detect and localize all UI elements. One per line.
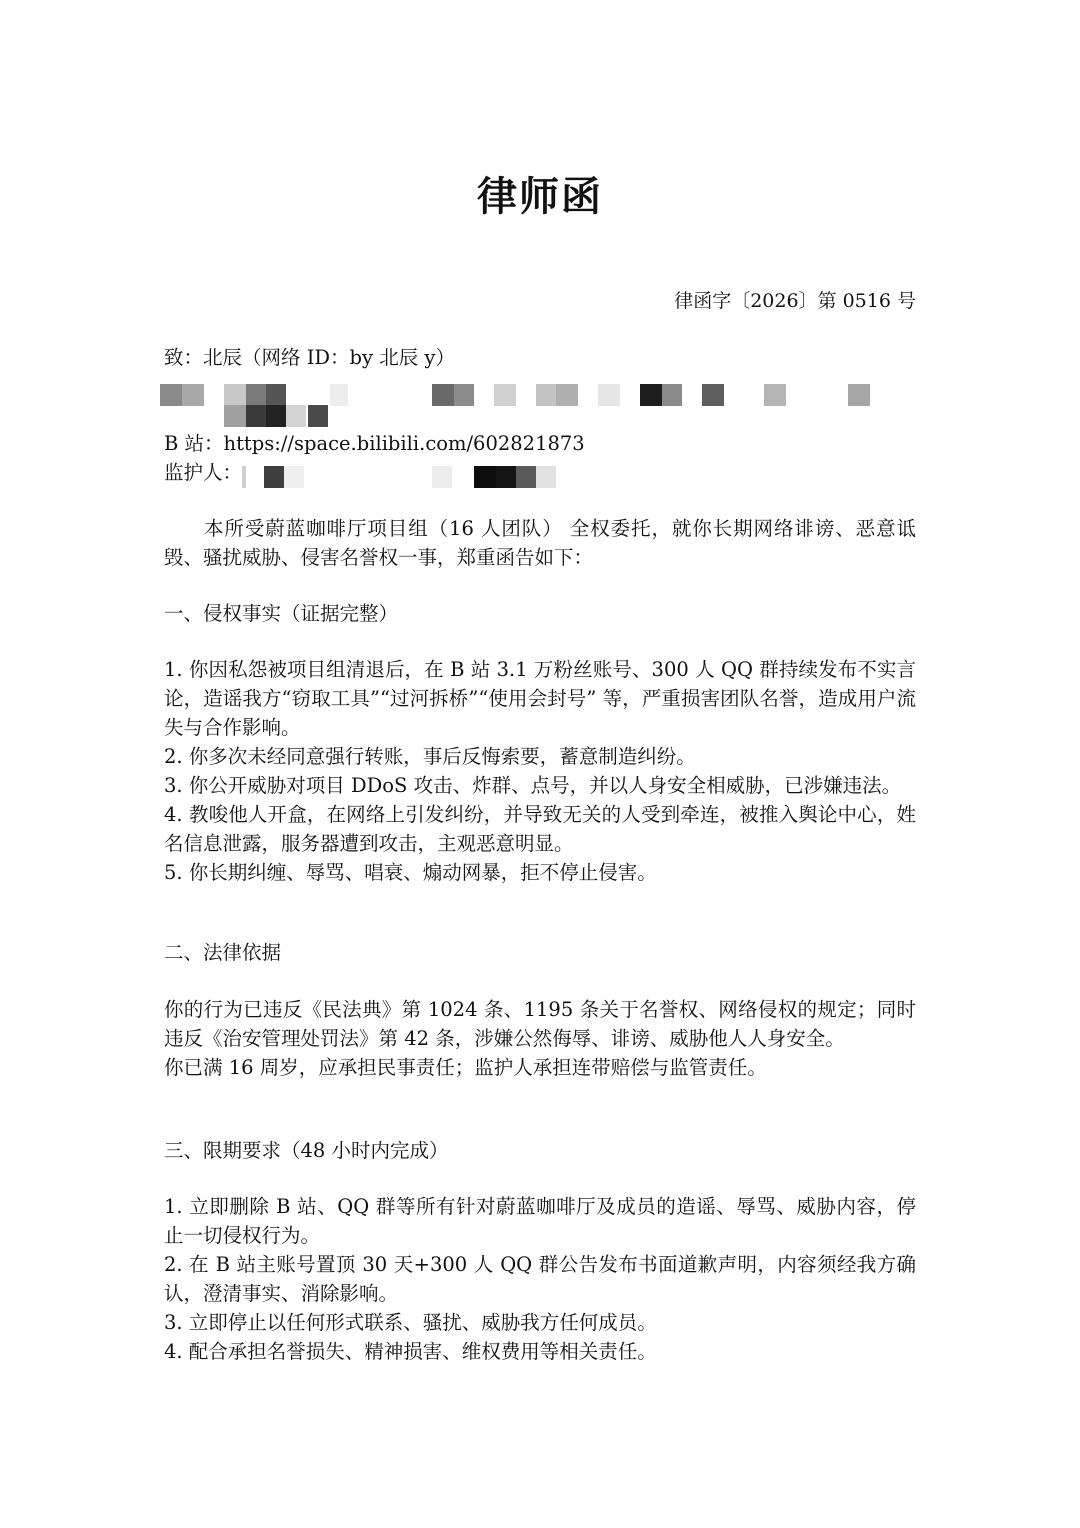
redaction-mosaic (246, 384, 266, 406)
section-2-heading (164, 938, 916, 967)
intro-paragraph (164, 514, 916, 572)
redaction-mosaic (266, 405, 286, 427)
list-item: 3. 立即停止以任何形式联系、骚扰、威胁我方任何成员。 (164, 1311, 657, 1334)
redaction-mosaic (662, 384, 682, 406)
redaction-mosaic (284, 466, 304, 488)
paragraph: 你的行为已违反《民法典》第 1024 条、1195 条关于名誉权、网络侵权的规定；同时违反《治安管理处罚法》第 42 条，涉嫌公然侮辱、诽谤、威胁他人人身安全。 (164, 998, 916, 1050)
redacted-address-row-2 (160, 405, 360, 427)
redaction-mosaic (242, 466, 246, 488)
redaction-mosaic (432, 384, 454, 406)
guardian-label: 监护人： (164, 461, 243, 484)
redaction-mosaic (848, 384, 870, 406)
section-heading: 二、法律依据 (164, 941, 282, 964)
redaction-mosaic (454, 384, 474, 406)
list-item: 2. 在 B 站主账号置顶 30 天+300 人 QQ 群公告发布书面道歉声明，内容须经我方确认，澄清事实、消除影响。 (164, 1253, 916, 1305)
list-item: 2. 你多次未经同意强行转账，事后反悔索要，蓄意制造纠纷。 (164, 745, 696, 768)
bilibili-link: B 站：https://space.bilibili.com/602821873 (164, 432, 585, 455)
section-3-heading (164, 1136, 916, 1165)
redaction-mosaic (556, 384, 578, 406)
list-item: 4. 配合承担名誉损失、精神损害、维权费用等相关责任。 (164, 1340, 657, 1363)
redaction-mosaic (536, 384, 556, 406)
section-heading: 三、限期要求（48 小时内完成） (164, 1139, 449, 1162)
redaction-mosaic (598, 384, 620, 406)
redaction-mosaic (308, 405, 328, 427)
redaction-mosaic (432, 466, 452, 488)
redaction-mosaic (224, 405, 246, 427)
section-heading: 一、侵权事实（证据完整） (164, 602, 399, 625)
redaction-mosaic (330, 384, 348, 406)
redacted-address-row-1 (160, 384, 880, 406)
recipient-line (164, 343, 916, 372)
redaction-mosaic (516, 466, 536, 488)
letter-title: 律师函 (477, 173, 603, 220)
redaction-mosaic (160, 384, 182, 406)
section-2-body (164, 995, 916, 1082)
list-item: 3. 你公开威胁对项目 DDoS 攻击、炸群、点号，并以人身安全相威胁，已涉嫌违法。 (164, 774, 902, 797)
list-item: 1. 你因私怨被项目组清退后，在 B 站 3.1 万粉丝账号、300 人 QQ 群持续发布不实言论，造谣我方“窃取工具”“过河拆桥”“使用会封号” 等，严重损害团队名誉，造成用户流失与合作影响。 (164, 658, 916, 739)
list-item: 5. 你长期纠缠、辱骂、唱衰、煽动网暴，拒不停止侵害。 (164, 861, 657, 884)
recipient-to: 致：北辰（网络 ID：by 北辰 y） (164, 346, 455, 369)
redaction-mosaic (182, 384, 204, 406)
section-1-heading (164, 599, 916, 628)
redaction-mosaic (764, 384, 786, 406)
redaction-mosaic (266, 384, 286, 406)
redaction-mosaic (640, 384, 662, 406)
redaction-mosaic (246, 405, 266, 427)
intro-text: 本所受蔚蓝咖啡厅项目组（16 人团队） 全权委托，就你长期网络诽谤、恶意诋毁、骚扰威胁、侵害名誉权一事，郑重函告如下： (164, 517, 916, 569)
list-item: 1. 立即删除 B 站、QQ 群等所有针对蔚蓝咖啡厅及成员的造谣、辱骂、威胁内容，停止一切侵权行为。 (164, 1195, 916, 1247)
redaction-mosaic (286, 405, 306, 427)
section-1-body (164, 655, 916, 887)
redaction-mosaic (224, 384, 246, 406)
paragraph: 你已满 16 周岁，应承担民事责任；监护人承担连带赔偿与监管责任。 (164, 1056, 767, 1079)
list-item: 4. 教唆他人开盒，在网络上引发纠纷，并导致无关的人受到牵连，被推入舆论中心，姓名信息泄露，服务器遭到攻击，主观恶意明显。 (164, 803, 916, 855)
redaction-mosaic (494, 384, 516, 406)
section-3-body (164, 1192, 916, 1366)
reference-number: 律函字〔2026〕第 0516 号 (674, 290, 916, 312)
redaction-mosaic (702, 384, 724, 406)
redaction-mosaic (496, 466, 516, 488)
redaction-mosaic (264, 466, 284, 488)
redacted-guardian (160, 466, 580, 488)
redaction-mosaic (536, 466, 556, 488)
redaction-mosaic (474, 466, 496, 488)
